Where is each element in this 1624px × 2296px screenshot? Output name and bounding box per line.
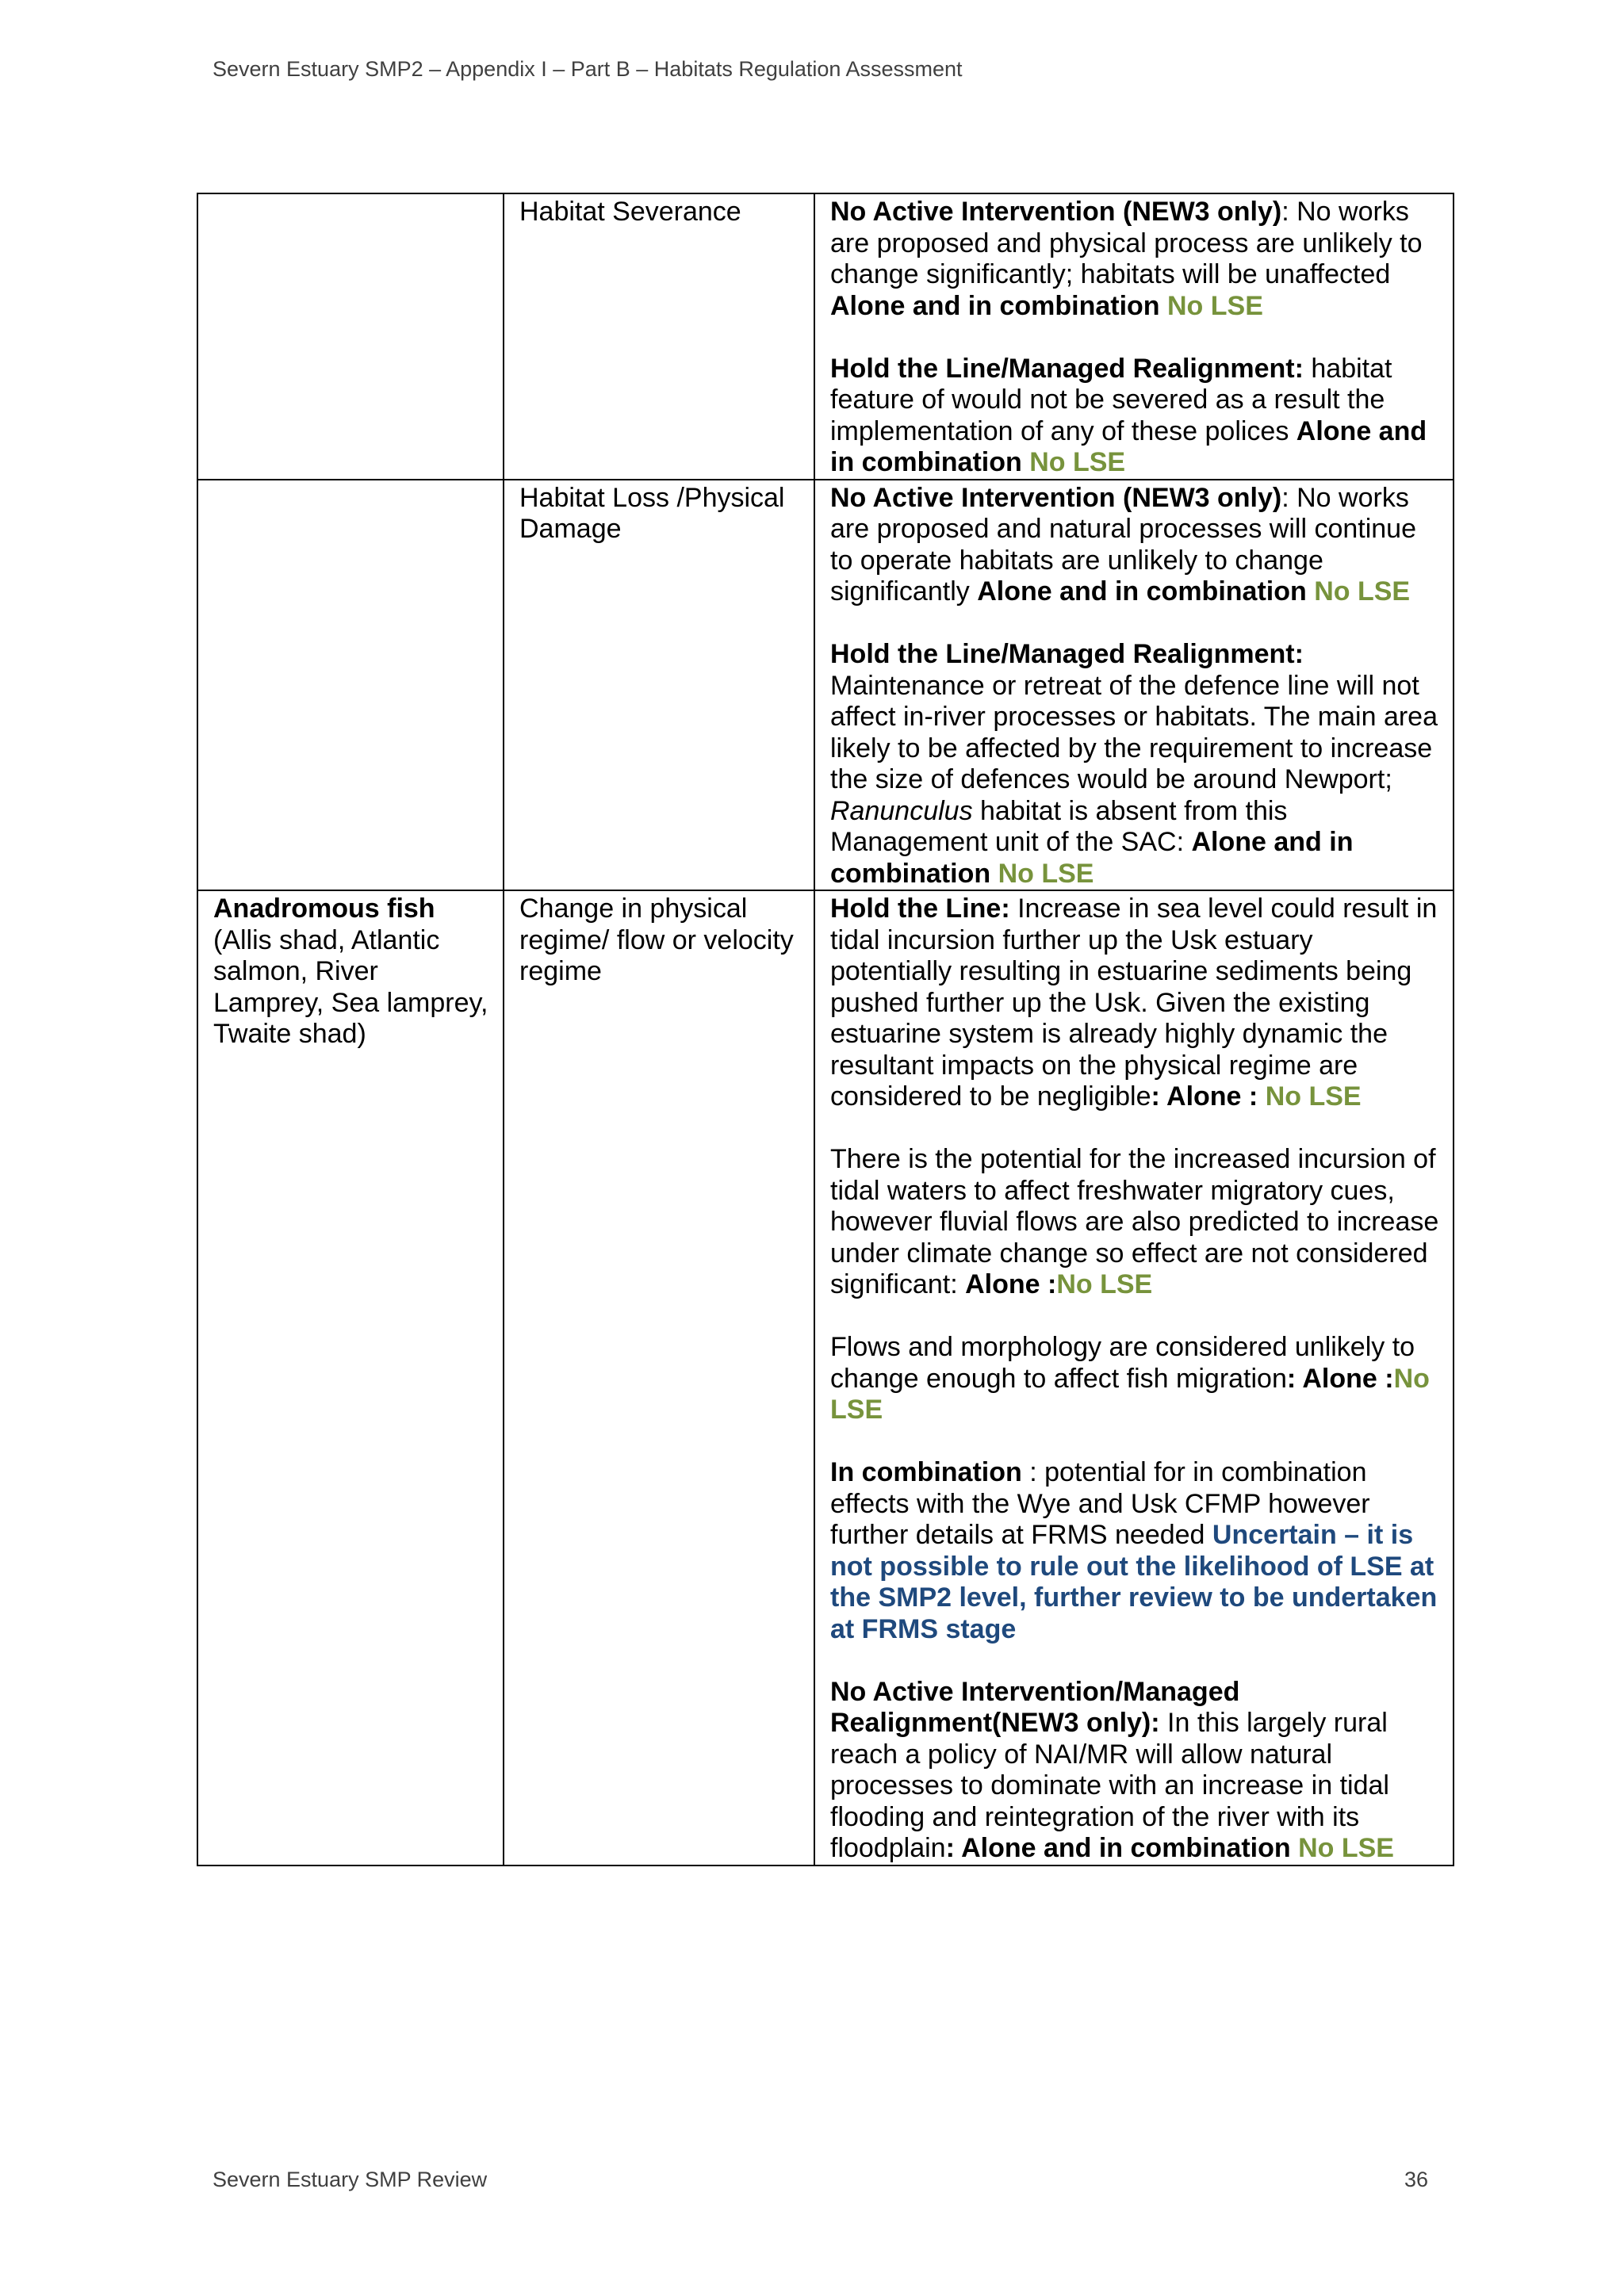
table-row — [197, 193, 1454, 480]
feature-cell — [197, 480, 504, 891]
assessment-paragraph: No Active Intervention (NEW3 only): No works are proposed and physical process are unlikely to change significantly; habitats will be unaffected Alone and in combination No LSE — [830, 197, 1423, 321]
feature-cell — [197, 193, 504, 480]
feature-cell — [197, 890, 504, 1866]
pathway-label: Habitat Loss /Physical Damage — [519, 482, 785, 544]
assessment-paragraph: Hold the Line: Increase in sea level could result in tidal incursion further up the Usk estuary potentially resulting in estuarine sediments being pushed further up the Usk. Given the existing estuarine system is already highly dynamic the resultant impacts on the physical regime are considered to be negligible: Alone : No LSE — [830, 894, 1438, 1112]
pathway-cell — [504, 193, 814, 480]
feature-title: Anadromous fish — [213, 894, 435, 924]
pathway-cell — [504, 890, 814, 1866]
assessment-paragraph: There is the potential for the increased incursion of tidal waters to affect freshwater migratory cues, however fluvial flows are also predicted to increase under climate change so effect are not considered significant: Alone :No LSE — [830, 1144, 1439, 1299]
no-lse-verdict: No LSE — [1029, 447, 1126, 477]
assessment-cell — [814, 480, 1454, 891]
no-lse-verdict: No LSE — [830, 1363, 1430, 1425]
no-lse-verdict: No LSE — [1056, 1269, 1153, 1299]
no-lse-verdict: No LSE — [1167, 290, 1263, 321]
assessment-cell — [814, 890, 1454, 1866]
assessment-paragraph: Flows and morphology are considered unlikely to change enough to affect fish migration: Alone :No LSE — [830, 1332, 1430, 1425]
pathway-label: Habitat Severance — [519, 197, 741, 227]
uncertain-verdict: Uncertain – it is not possible to rule out the likelihood of LSE at the SMP2 level, further review to be undertaken at FRMS stage — [830, 1520, 1438, 1644]
assessment-paragraph: In combination : potential for in combination effects with the Wye and Usk CFMP however further details at FRMS needed Uncertain – it is not possible to rule out the likelihood of LSE at the SMP2 level, further review to be undertaken at FRMS stage — [830, 1457, 1438, 1644]
no-lse-verdict: No LSE — [998, 858, 1094, 889]
table-row — [197, 890, 1454, 1866]
page-header: Severn Estuary SMP2 – Appendix I – Part B – Habitats Regulation Assessment — [213, 57, 963, 81]
pathway-label: Change in physical regime/ flow or velocity regime — [519, 894, 794, 986]
assessment-paragraph: No Active Intervention/Managed Realignment(NEW3 only): In this largely rural reach a policy of NAI/MR will allow natural processes to dominate with an increase in tidal flooding and reintegration of the river with its floodplain: Alone and in combination No LSE — [830, 1676, 1394, 1863]
assessment-cell — [814, 193, 1454, 480]
no-lse-verdict: No LSE — [1298, 1833, 1394, 1863]
feature-species: (Allis shad, Atlantic salmon, River Lamprey, Sea lamprey, Twaite shad) — [213, 924, 488, 1049]
no-lse-verdict: No LSE — [1314, 576, 1411, 607]
pathway-cell — [504, 480, 814, 891]
assessment-paragraph: No Active Intervention (NEW3 only): No works are proposed and natural processes will continue to operate habitats are unlikely to change significantly Alone and in combination No LSE — [830, 482, 1417, 607]
footer-title: Severn Estuary SMP Review — [213, 2168, 488, 2191]
table-row — [197, 480, 1454, 891]
assessment-paragraph: Hold the Line/Managed Realignment: Maintenance or retreat of the defence line will not affect in-river processes or habitats. The main area likely to be affected by the requirement to increase the size of defences would be around Newport; Ranunculus habitat is absent from this Management unit of the SAC: Alone and in combination No LSE — [830, 639, 1438, 889]
hra-table — [197, 193, 1454, 1866]
no-lse-verdict: No LSE — [1265, 1081, 1362, 1112]
assessment-paragraph: Hold the Line/Managed Realignment: habitat feature of would not be severed as a result the implementation of any of these polices Alone and in combination No LSE — [830, 353, 1427, 477]
page-number: 36 — [1404, 2168, 1429, 2191]
